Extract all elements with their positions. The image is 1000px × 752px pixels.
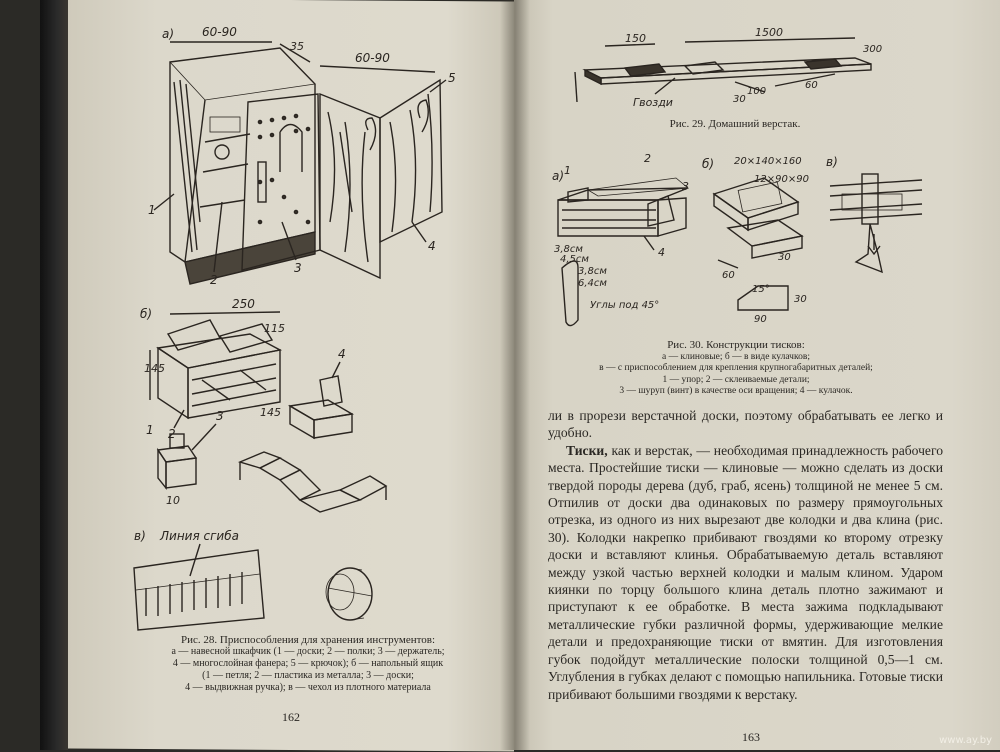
svg-text:30: 30 <box>733 94 746 105</box>
watermark: www.ay.by <box>939 735 992 746</box>
fig28-caption <box>118 634 498 694</box>
fig30-caption-title: Рис. 30. Конструкции тисков: <box>667 339 805 351</box>
svg-text:1500: 1500 <box>755 26 783 39</box>
svg-text:300: 300 <box>863 44 883 55</box>
svg-text:1: 1 <box>146 423 154 437</box>
svg-text:100: 100 <box>747 86 767 97</box>
fig29-workbench-illustration <box>565 22 895 112</box>
fig30-caption-line: 3 — шуруп (винт) в качестве оси вращения; 4 — кулачок. <box>619 386 853 396</box>
fig30a-wedge-vise-illustration <box>548 150 698 340</box>
svg-text:150: 150 <box>625 32 646 45</box>
svg-text:а): а) <box>162 27 175 41</box>
svg-text:3: 3 <box>682 180 689 193</box>
fig30b-cam-vise-illustration <box>698 150 818 325</box>
svg-text:35: 35 <box>290 40 304 53</box>
fig28-caption-line: а — навесной шкафчик (1 — доски; 2 — полки; 3 — держатель; <box>171 646 445 657</box>
svg-text:в): в) <box>134 529 146 543</box>
svg-text:2: 2 <box>644 152 651 165</box>
svg-text:30: 30 <box>778 252 791 263</box>
svg-text:6,4см: 6,4см <box>578 278 607 289</box>
svg-text:1: 1 <box>148 203 156 217</box>
svg-text:30: 30 <box>794 294 807 305</box>
svg-text:3,8см: 3,8см <box>554 244 583 255</box>
svg-text:2: 2 <box>210 273 218 287</box>
svg-text:4: 4 <box>338 347 346 361</box>
svg-text:250: 250 <box>232 297 255 311</box>
svg-text:в): в) <box>826 155 838 169</box>
fig30c-large-part-clamp-illustration <box>822 150 932 290</box>
svg-text:10: 10 <box>166 494 180 507</box>
fig28-caption-title: Рис. 28. Приспособления для хранения инструментов: <box>181 634 435 646</box>
svg-text:Гвозди: Гвозди <box>633 96 673 109</box>
svg-text:60: 60 <box>805 80 818 91</box>
fig29-caption: Рис. 29. Домашний верстак. <box>669 118 801 130</box>
svg-text:3,8см: 3,8см <box>578 266 607 277</box>
svg-text:15°: 15° <box>752 284 770 295</box>
fig30-caption-line: в — с приспособлением для крепления крупногабаритных деталей; <box>599 363 873 373</box>
fig28c-tool-roll-illustration <box>130 520 430 635</box>
svg-text:3: 3 <box>216 409 224 423</box>
svg-text:4: 4 <box>428 239 436 253</box>
svg-text:115: 115 <box>264 322 285 335</box>
svg-text:20×140×160: 20×140×160 <box>734 156 802 167</box>
svg-text:2: 2 <box>168 427 176 441</box>
fig28a-cabinet-illustration <box>130 22 470 292</box>
svg-text:60: 60 <box>722 270 735 281</box>
svg-text:4: 4 <box>658 246 665 259</box>
body-paragraph-continuation: ли в прорези верстачной доски, поэтому обрабатывать ее легко и удобно. <box>548 408 943 441</box>
right-page-body-text <box>548 407 943 703</box>
svg-text:б): б) <box>140 307 153 321</box>
left-page-number: 162 <box>282 710 300 724</box>
svg-text:60-90: 60-90 <box>202 25 237 39</box>
svg-text:145: 145 <box>260 406 281 419</box>
page-gutter-shadow <box>500 0 530 750</box>
svg-text:а): а) <box>552 169 565 183</box>
right-page-number: 163 <box>742 730 760 744</box>
body-paragraph-vises-text: как и верстак, — необходимая принадлежность рабочего места. Простейшие тиски — клиновые — можно сделать из доски твердой породы дерева (дуб, граб, ясень) толщиной не менее 5 см. Отпилив от доски два одинаковых по размеру прямоугольных отрезка, из одного из них вырезают две колодки и два клина (рис. 30). Колодки накрепко прибивают гвоздями ко второму отрезку доски и вставляют клинья. Обрабатываемую деталь вставляют между узкой частью верхней колодки и малым клином. Ударом киянки по торцу большого клина деталь плотно зажимают и приступают к ее обработке. В места зажима подкладывают металлические губки различной формы, удерживающие мелкие детали и предохраняющие тиски от вмятин. Для изготовления губок подойдут металлические полоски толщиной 0,5—1 см. Углубления в губках делают с помощью напильника. Готовые тиски прибивают большими гвоздями к верстаку. <box>548 442 943 702</box>
svg-text:Линия сгиба: Линия сгиба <box>160 529 239 543</box>
svg-text:145: 145 <box>144 362 165 375</box>
fig28-caption-line: 4 — выдвижная ручка); в — чехол из плотного материала <box>185 682 431 693</box>
fig30-caption-line: а — клиновые; б — в виде кулачков; <box>662 351 810 362</box>
svg-text:5: 5 <box>448 71 456 85</box>
svg-text:1: 1 <box>564 164 571 177</box>
fig28-caption-line: 4 — многослойная фанера; 5 — крючок); б — напольный ящик <box>172 658 444 669</box>
svg-text:3: 3 <box>294 261 302 275</box>
svg-text:б): б) <box>702 157 715 171</box>
fig30-caption <box>556 340 916 398</box>
svg-text:4,5см: 4,5см <box>560 254 589 265</box>
bold-term-vises: Тиски, <box>566 442 608 458</box>
svg-text:60-90: 60-90 <box>355 51 390 65</box>
svg-text:Углы под 45°: Углы под 45° <box>590 300 660 311</box>
fig28-caption-line: (1 — петля; 2 — пластика из металла; 3 — доски; <box>202 670 414 681</box>
svg-text:90: 90 <box>754 314 767 325</box>
book-binding <box>40 0 68 750</box>
svg-text:12×90×90: 12×90×90 <box>754 174 809 185</box>
fig30-caption-line: 1 — упор; 2 — склеиваемые детали; <box>662 374 810 385</box>
fig28b-toolbox-illustration <box>140 290 490 530</box>
body-paragraph-vises <box>548 442 943 703</box>
